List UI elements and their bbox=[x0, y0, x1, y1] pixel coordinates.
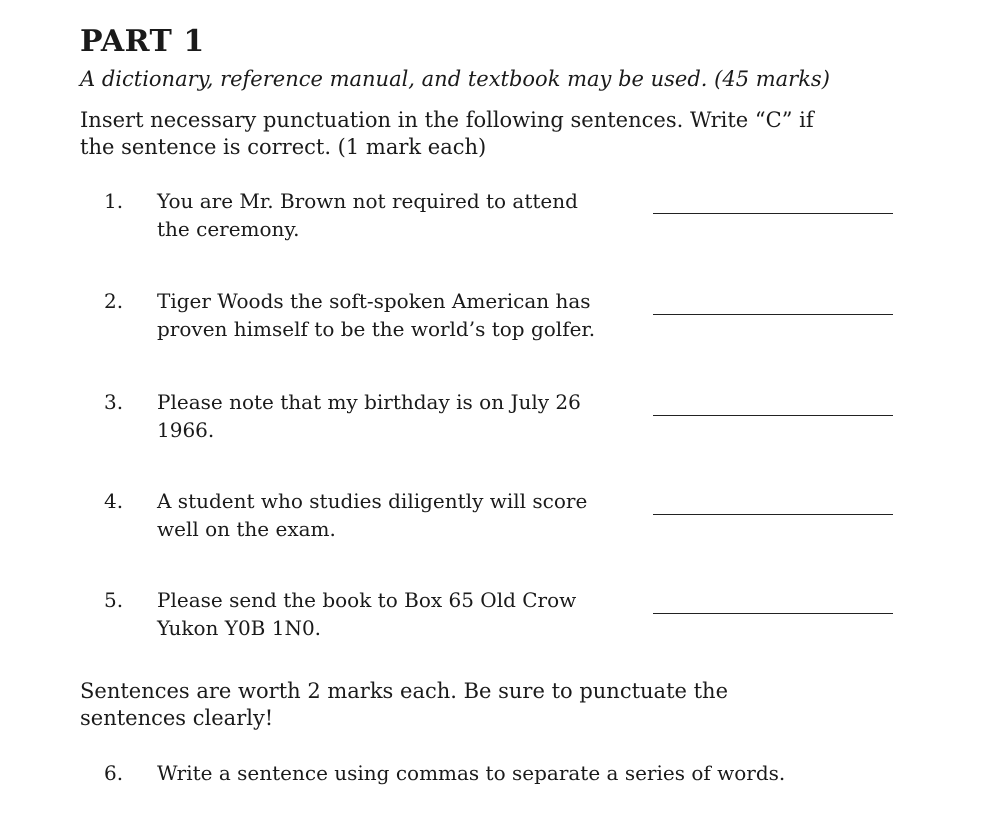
question-line: 1966. bbox=[157, 418, 215, 442]
answer-blank[interactable] bbox=[653, 514, 893, 515]
part1-instructions bbox=[80, 107, 880, 161]
question-text bbox=[157, 586, 627, 642]
instruction-line: the sentence is correct. (1 mark each) bbox=[80, 135, 487, 159]
question-line: well on the exam. bbox=[157, 517, 336, 541]
answer-blank[interactable] bbox=[653, 415, 893, 416]
question-text bbox=[157, 187, 627, 243]
question-line: Please note that my birthday is on July 26 bbox=[157, 390, 581, 414]
question-number: 5. bbox=[104, 588, 124, 612]
question-line: proven himself to be the world’s top golfer. bbox=[157, 317, 596, 341]
answer-blank[interactable] bbox=[653, 314, 893, 315]
part2-instructions bbox=[80, 678, 880, 732]
question-line: Please send the book to Box 65 Old Crow bbox=[157, 588, 577, 612]
question-text bbox=[157, 487, 627, 543]
question-line: Tiger Woods the soft-spoken American has bbox=[157, 289, 591, 313]
question-number: 2. bbox=[104, 289, 124, 313]
question-number: 4. bbox=[104, 489, 124, 513]
instruction-line: Insert necessary punctuation in the following sentences. Write “C” if bbox=[80, 108, 814, 132]
question-number: 3. bbox=[104, 390, 124, 414]
instruction-line: sentences clearly! bbox=[80, 706, 274, 730]
answer-blank[interactable] bbox=[653, 213, 893, 214]
question-line: Yukon Y0B 1N0. bbox=[157, 616, 322, 640]
page-subtitle: A dictionary, reference manual, and textbook may be used. (45 marks) bbox=[80, 67, 830, 91]
question-number: 1. bbox=[104, 189, 124, 213]
question-line: A student who studies diligently will score bbox=[157, 489, 588, 513]
answer-blank[interactable] bbox=[653, 613, 893, 614]
question-line: the ceremony. bbox=[157, 217, 300, 241]
instruction-line: Sentences are worth 2 marks each. Be sure to punctuate the bbox=[80, 679, 729, 703]
question-text bbox=[157, 287, 627, 343]
page-title: PART 1 bbox=[80, 24, 205, 59]
question-number: 6. bbox=[104, 761, 124, 785]
question-text bbox=[157, 388, 627, 444]
question-line: You are Mr. Brown not required to attend bbox=[157, 189, 578, 213]
question-text: Write a sentence using commas to separate a series of words. bbox=[157, 761, 786, 785]
